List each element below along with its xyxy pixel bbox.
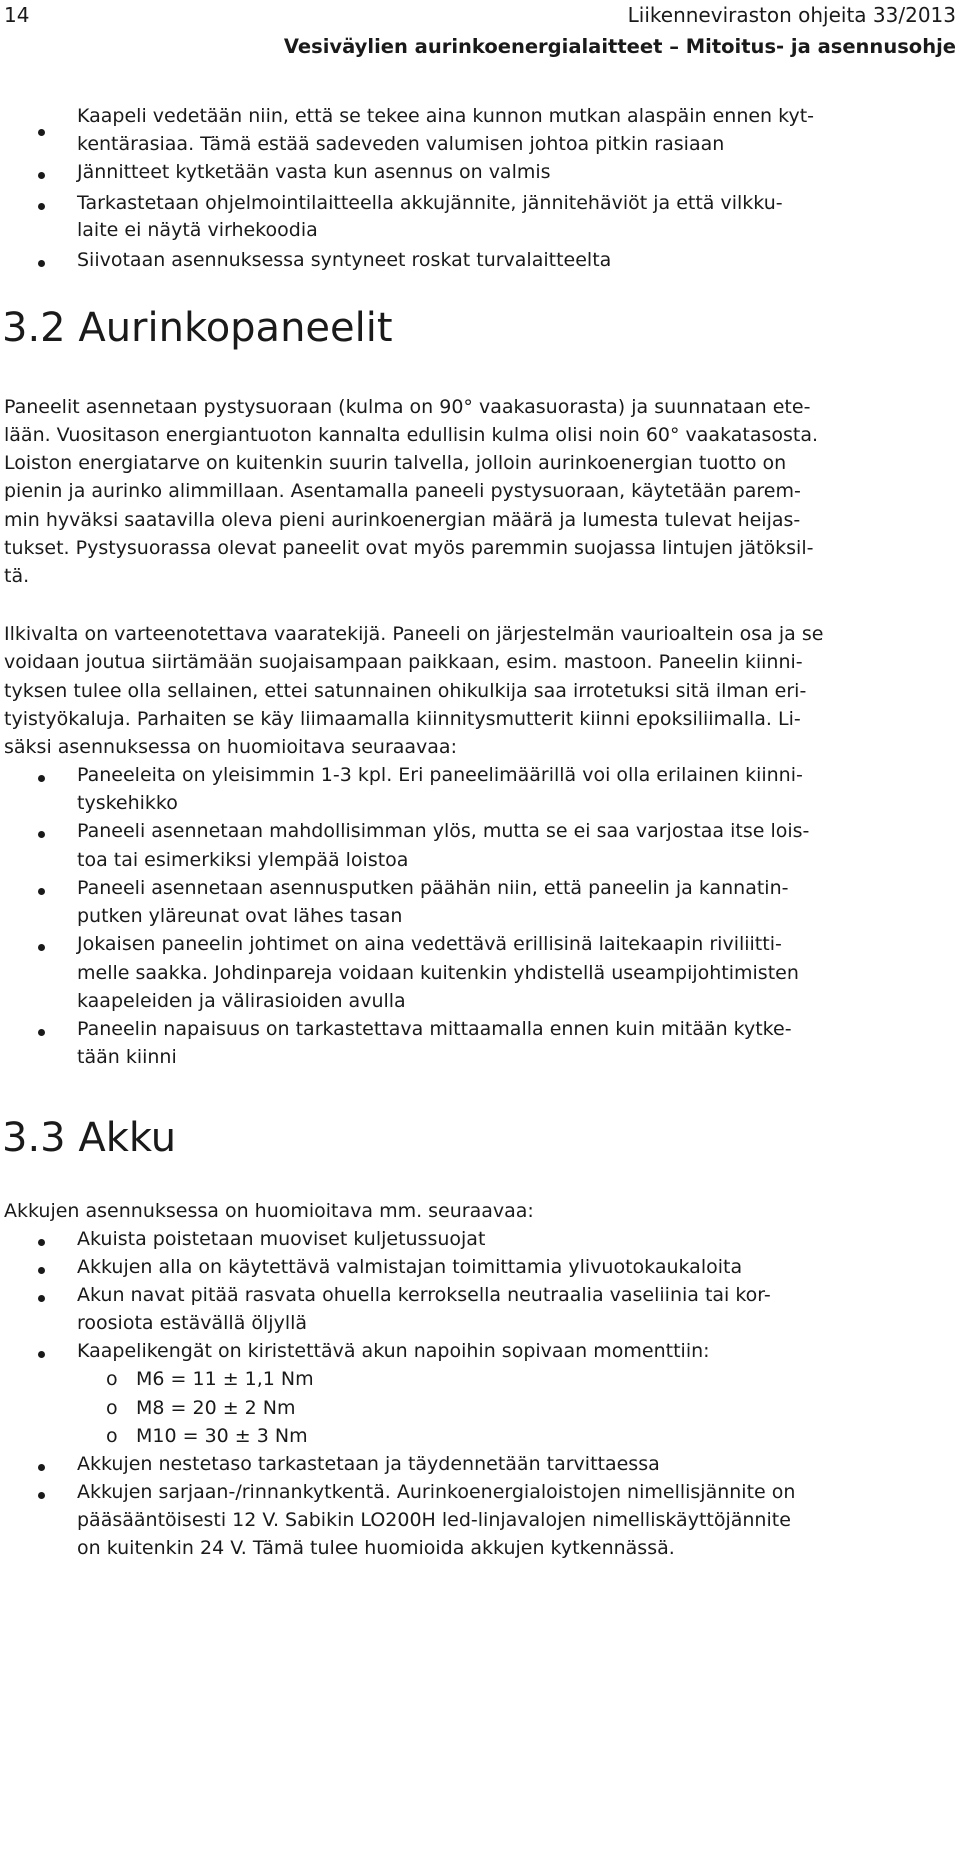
list-item-text: on kuitenkin 24 V. Tämä tulee huomioida akkujen kytkennässä. xyxy=(77,1537,675,1559)
bullet-icon xyxy=(38,129,45,136)
bullet-icon xyxy=(38,775,45,782)
list-item-text: pääsääntöisesti 12 V. Sabikin LO200H led-linjavalojen nimelliskäyttöjännite xyxy=(77,1509,791,1531)
sub-bullet-icon: o xyxy=(106,1368,118,1390)
list-item-text: Akuista poistetaan muoviset kuljetussuojat xyxy=(77,1228,486,1250)
paragraph-line: Loiston energiatarve on kuitenkin suurin talvella, jolloin aurinkoenergian tuotto on xyxy=(4,452,787,474)
bullet-icon xyxy=(38,203,45,210)
list-item-text: Kaapelikengät on kiristettävä akun napoihin sopivaan momenttiin: xyxy=(77,1340,710,1362)
paragraph-line: säksi asennuksessa on huomioitava seuraavaa: xyxy=(4,736,457,758)
list-item-text: Jokaisen paneelin johtimet on aina vedettävä erillisinä laitekaapin riviliitti- xyxy=(77,933,782,955)
list-item-text: Paneeleita on yleisimmin 1-3 kpl. Eri paneelimäärillä voi olla erilainen kiinni- xyxy=(77,764,803,786)
section-heading: 3.3 Akku xyxy=(2,1115,177,1161)
list-item-text: Paneelin napaisuus on tarkastettava mittaamalla ennen kuin mitään kytke- xyxy=(77,1018,792,1040)
list-item-text: Akkujen nestetaso tarkastetaan ja täydennetään tarvittaessa xyxy=(77,1453,660,1475)
sub-bullet-icon: o xyxy=(106,1425,118,1447)
list-item-text: tyskehikko xyxy=(77,792,178,814)
list-item-text: Siivotaan asennuksessa syntyneet roskat turvalaitteelta xyxy=(77,249,612,271)
paragraph-line: lään. Vuositason energiantuoton kannalta edullisin kulma olisi noin 60° vaakatasosta. xyxy=(4,424,819,446)
sub-bullet-icon: o xyxy=(106,1397,118,1419)
document-title: Vesiväylien aurinkoenergialaitteet – Mitoitus- ja asennusohje xyxy=(283,35,956,58)
bullet-icon xyxy=(38,1295,45,1302)
bullet-icon xyxy=(38,1464,45,1471)
paragraph-line: tyksen tulee olla sellainen, ettei satunnainen ohikulkija saa irrotetuksi sitä ilman eri- xyxy=(4,680,807,702)
bullet-icon xyxy=(38,831,45,838)
paragraph-line: Ilkivalta on varteenotettava vaaratekijä. Paneeli on järjestelmän vaurioaltein osa ja se xyxy=(4,623,824,645)
list-item-text: tään kiinni xyxy=(77,1046,177,1068)
list-item-text: Akkujen alla on käytettävä valmistajan toimittamia ylivuotokaukaloita xyxy=(77,1256,743,1278)
list-item-text: Tarkastetaan ohjelmointilaitteella akkujännite, jännitehäviöt ja että vilkku- xyxy=(77,192,783,214)
bullet-icon xyxy=(38,1492,45,1499)
bullet-icon xyxy=(38,1351,45,1358)
bullet-icon xyxy=(38,888,45,895)
paragraph-line: Akkujen asennuksessa on huomioitava mm. seuraavaa: xyxy=(4,1200,534,1222)
sub-list-item-text: M6 = 11 ± 1,1 Nm xyxy=(136,1368,314,1390)
paragraph-line: pienin ja aurinko alimmillaan. Asentamalla paneeli pystysuoraan, käytetään parem- xyxy=(4,480,801,502)
bullet-icon xyxy=(38,1029,45,1036)
bullet-icon xyxy=(38,260,45,267)
list-item-text: laite ei näytä virhekoodia xyxy=(77,219,318,241)
page-number: 14 xyxy=(4,3,30,27)
paragraph-line: min hyväksi saatavilla oleva pieni aurinkoenergian määrä ja lumesta tulevat heijas- xyxy=(4,509,801,531)
list-item-text: toa tai esimerkiksi ylempää loistoa xyxy=(77,849,409,871)
list-item-text: Jännitteet kytketään vasta kun asennus on valmis xyxy=(77,161,551,183)
list-item-text: Kaapeli vedetään niin, että se tekee aina kunnon mutkan alaspäin ennen kyt- xyxy=(77,105,815,127)
paragraph-line: tukset. Pystysuorassa olevat paneelit ovat myös paremmin suojassa lintujen jätöksil- xyxy=(4,537,814,559)
section-heading: 3.2 Aurinkopaneelit xyxy=(2,305,393,351)
bullet-icon xyxy=(38,944,45,951)
paragraph-line: tä. xyxy=(4,565,30,587)
list-item-text: roosiota estävällä öljyllä xyxy=(77,1312,308,1334)
list-item-text: Akkujen sarjaan-/rinnankytkentä. Aurinkoenergialoistojen nimellisjännite on xyxy=(77,1481,796,1503)
paragraph-line: Paneelit asennetaan pystysuoraan (kulma on 90° vaakasuorasta) ja suunnataan ete- xyxy=(4,396,811,418)
paragraph-line: tyistyökaluja. Parhaiten se käy liimaamalla kiinnitysmutterit kiinni epoksiliimalla. Li- xyxy=(4,708,801,730)
list-item-text: kentärasiaa. Tämä estää sadeveden valumisen johtoa pitkin rasiaan xyxy=(77,133,725,155)
list-item-text: Akun navat pitää rasvata ohuella kerroksella neutraalia vaseliinia tai kor- xyxy=(77,1284,771,1306)
list-item-text: Paneeli asennetaan asennusputken päähän niin, että paneelin ja kannatin- xyxy=(77,877,789,899)
paragraph-line: voidaan joutua siirtämään suojaisampaan paikkaan, esim. mastoon. Paneelin kiinni- xyxy=(4,651,803,673)
list-item-text: Paneeli asennetaan mahdollisimman ylös, mutta se ei saa varjostaa itse lois- xyxy=(77,820,810,842)
bullet-icon xyxy=(38,172,45,179)
publication-series: Liikenneviraston ohjeita 33/2013 xyxy=(627,3,956,27)
list-item-text: kaapeleiden ja välirasioiden avulla xyxy=(77,990,406,1012)
bullet-icon xyxy=(38,1267,45,1274)
sub-list-item-text: M10 = 30 ± 3 Nm xyxy=(136,1425,308,1447)
list-item-text: melle saakka. Johdinpareja voidaan kuitenkin yhdistellä useampijohtimisten xyxy=(77,962,799,984)
bullet-icon xyxy=(38,1239,45,1246)
list-item-text: putken yläreunat ovat lähes tasan xyxy=(77,905,403,927)
sub-list-item-text: M8 = 20 ± 2 Nm xyxy=(136,1397,296,1419)
